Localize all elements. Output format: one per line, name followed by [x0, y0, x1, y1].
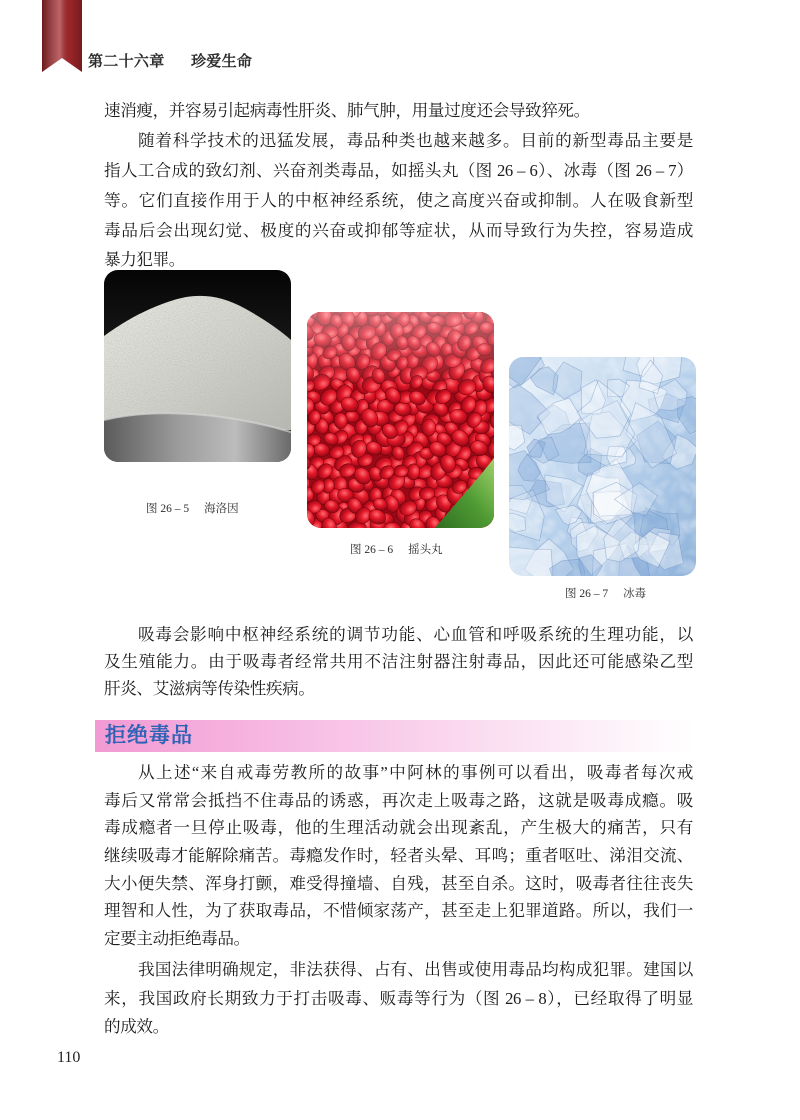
figure-name: 海洛因 — [204, 503, 239, 515]
paragraph-line: 理智和人性，为了获取毒品，不惜倾家荡产，甚至走上犯罪道路。所以，我们一 — [104, 901, 693, 921]
paragraph-line: 肝炎、艾滋病等传染性疾病。 — [104, 678, 315, 698]
paragraph-line: 大小便失禁、浑身打颤，难受得撞墙、自残，甚至自杀。这时，吸毒者往往丧失 — [104, 873, 693, 893]
paragraph-line: 继续吸毒才能解除痛苦。毒瘾发作时，轻者头晕、耳鸣；重者呕吐、涕泪交流、 — [104, 846, 693, 866]
paragraph — [104, 956, 693, 1042]
heroin-photo — [104, 270, 291, 462]
paragraph-line: 等。它们直接作用于人的中枢神经系统，使之高度兴奋或抑制。人在吸食新型 — [104, 190, 693, 210]
paragraph — [104, 96, 693, 126]
crystal-meth-photo — [509, 357, 696, 576]
page-number: 110 — [57, 1049, 81, 1066]
figure-label: 图 26 – 7 — [565, 588, 609, 600]
figure-name: 冰毒 — [623, 588, 647, 600]
paragraph-line: 随着科学技术的迅猛发展，毒品种类也越来越多。目前的新型毒品主要是 — [138, 130, 693, 150]
figure-caption — [350, 543, 443, 557]
figure-caption — [565, 587, 646, 601]
section-heading: 拒绝毒品 — [105, 724, 193, 747]
pill — [491, 312, 495, 314]
paragraph-line: 速消瘦，并容易引起病毒性肝炎、肺气肿，用量过度还会导致猝死。 — [104, 101, 590, 120]
paragraph — [104, 621, 693, 702]
paragraph-line: 毒后又常常会抵挡不住毒品的诱惑，再次走上吸毒之路，这就是吸毒成瘾。吸 — [104, 790, 693, 810]
chapter-ribbon-icon — [42, 0, 82, 72]
ecstasy-pills-photo — [307, 312, 494, 528]
figure-label: 图 26 – 6 — [350, 544, 394, 556]
paragraph-line: 的成效。 — [104, 1017, 169, 1036]
figure-label: 图 26 – 5 — [146, 503, 190, 515]
figure-caption — [146, 502, 239, 516]
ribbon-shading — [42, 0, 82, 72]
section-heading-bar — [95, 720, 693, 752]
paragraph-line: 及生殖能力。由于吸毒者经常共用不洁注射器注射毒品，因此还可能感染乙型 — [104, 651, 693, 671]
paragraph-line: 吸毒会影响中枢神经系统的调节功能、心血管和呼吸系统的生理功能，以 — [138, 624, 693, 644]
figure-name: 摇头丸 — [408, 544, 443, 556]
paragraph-line: 指人工合成的致幻剂、兴奋剂类毒品，如摇头丸（图 26 – 6）、冰毒（图 26 – 7） — [104, 160, 693, 180]
paragraph-line: 暴力犯罪。 — [104, 250, 185, 270]
paragraph — [104, 759, 693, 953]
chapter-label: 第二十六章 — [88, 53, 165, 70]
paragraph-line: 从上述“来自戒毒劳教所的故事”中阿林的事例可以看出，吸毒者每次戒 — [138, 763, 693, 782]
chapter-title: 珍爱生命 — [191, 53, 253, 70]
ice-crystal — [509, 547, 554, 576]
paragraph-line: 定要主动拒绝毒品。 — [104, 929, 250, 949]
paragraph-line: 毒品后会出现幻觉、极度的兴奋或抑郁等症状，从而导致行为失控，容易造成 — [104, 220, 693, 240]
paragraph — [104, 126, 693, 275]
paragraph-line: 我国法律明确规定，非法获得、占有、出售或使用毒品均构成犯罪。建国以 — [138, 960, 693, 979]
paragraph-line: 来，我国政府长期致力于打击吸毒、贩毒等行为（图 26 – 8），已经取得了明显 — [104, 988, 693, 1008]
paragraph-line: 毒成瘾者一旦停止吸毒，他的生理活动就会出现紊乱，产生极大的痛苦，只有 — [104, 818, 693, 838]
text-block-top — [104, 96, 693, 275]
